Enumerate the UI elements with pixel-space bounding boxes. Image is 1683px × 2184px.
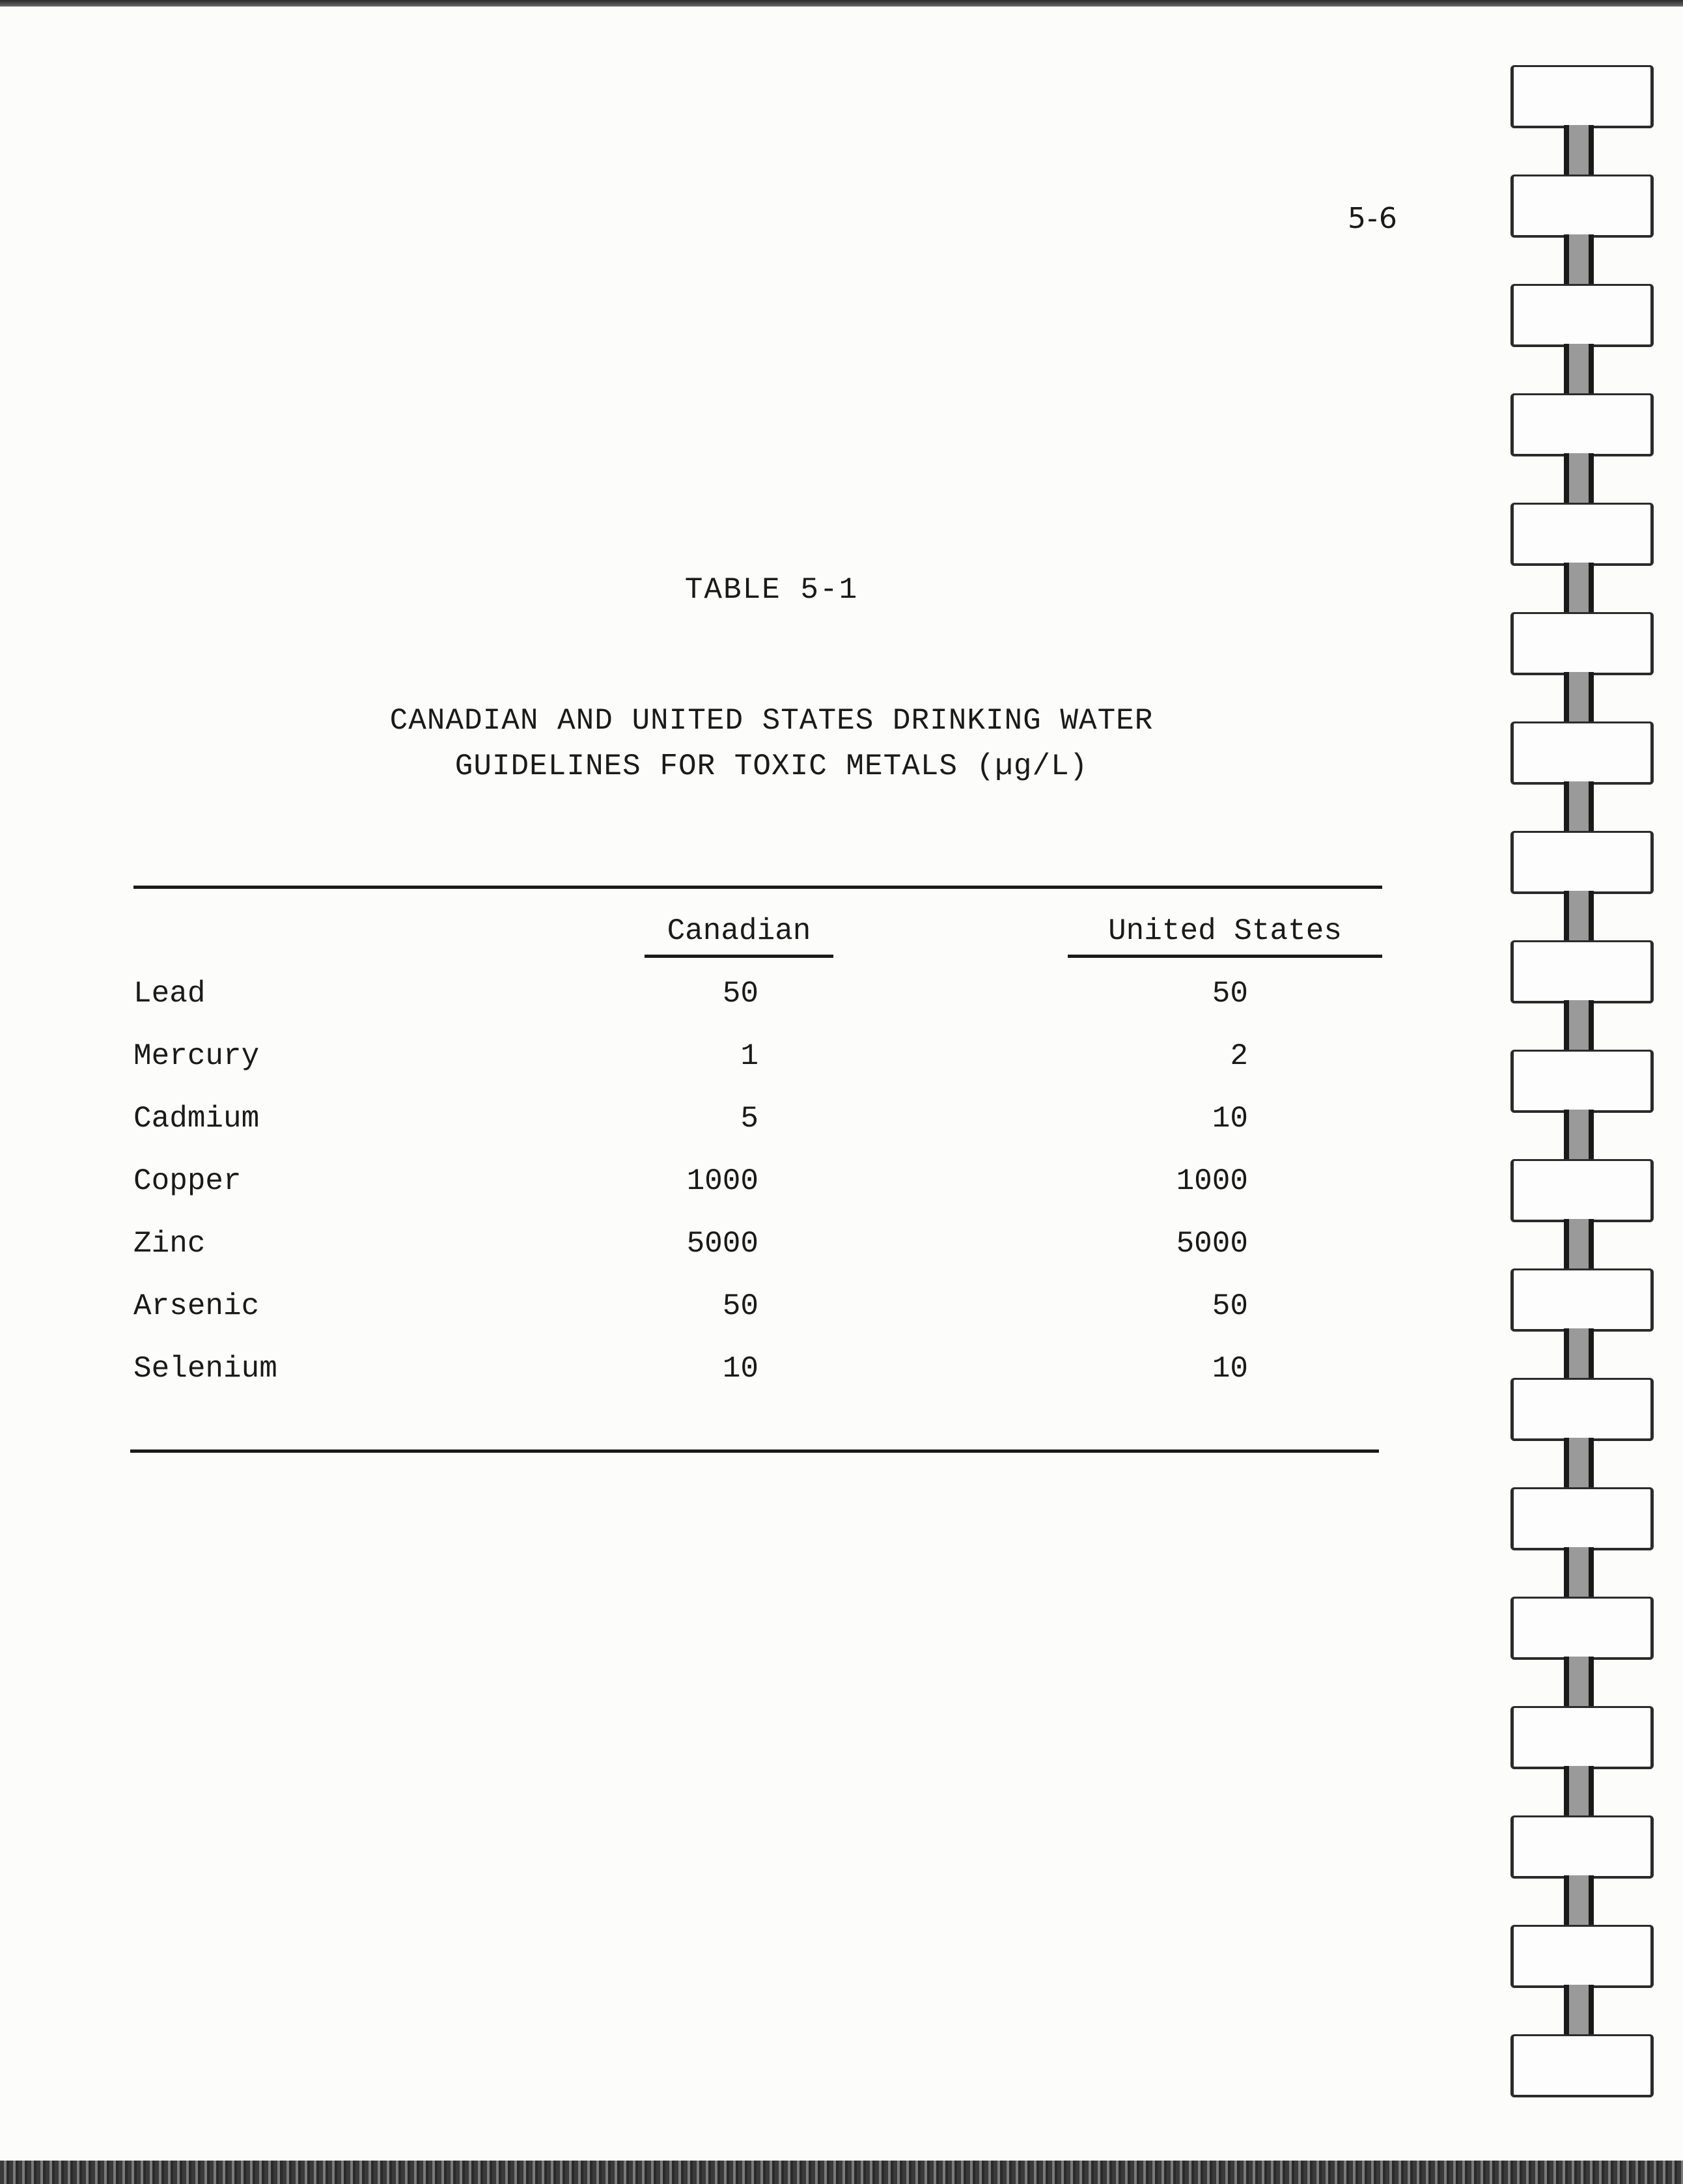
binding-loop xyxy=(1510,1706,1654,1769)
binding-post xyxy=(1564,1547,1594,1599)
binding-loop xyxy=(1510,612,1654,675)
table-top-rule xyxy=(133,886,1382,889)
canadian-value: 50 xyxy=(722,977,758,1011)
spiral-binding xyxy=(1497,0,1683,2184)
binding-post xyxy=(1564,1000,1594,1052)
binding-loop xyxy=(1510,1378,1654,1441)
binding-loop xyxy=(1510,831,1654,894)
binding-loop xyxy=(1510,1050,1654,1113)
page-number: 5-6 xyxy=(1348,202,1398,235)
binding-post xyxy=(1564,781,1594,833)
metal-name: Lead xyxy=(133,977,206,1011)
binding-post xyxy=(1564,453,1594,505)
metal-name: Zinc xyxy=(133,1227,206,1261)
table-row xyxy=(0,977,1683,1016)
canadian-value: 5000 xyxy=(686,1227,758,1261)
binding-loop xyxy=(1510,1815,1654,1879)
scan-bottom-edge xyxy=(0,2161,1683,2184)
binding-post xyxy=(1564,1766,1594,1818)
binding-loop xyxy=(1510,175,1654,238)
us-value: 50 xyxy=(1212,1289,1248,1323)
binding-loop xyxy=(1510,1487,1654,1550)
binding-loop xyxy=(1510,1597,1654,1660)
binding-loop xyxy=(1510,1925,1654,1988)
binding-loop xyxy=(1510,940,1654,1003)
binding-loop xyxy=(1510,721,1654,785)
us-value: 10 xyxy=(1212,1102,1248,1136)
table-bottom-rule xyxy=(130,1449,1379,1453)
us-value: 50 xyxy=(1212,977,1248,1011)
metal-name: Copper xyxy=(133,1164,242,1198)
table-title xyxy=(0,698,1543,789)
binding-post xyxy=(1564,1110,1594,1162)
binding-post xyxy=(1564,672,1594,724)
metal-name: Cadmium xyxy=(133,1102,260,1136)
us-value: 10 xyxy=(1212,1352,1248,1386)
us-value: 1000 xyxy=(1176,1164,1248,1198)
canadian-value: 50 xyxy=(722,1289,758,1323)
binding-post xyxy=(1564,1657,1594,1709)
us-value: 5000 xyxy=(1176,1227,1248,1261)
binding-post xyxy=(1564,563,1594,615)
table-row xyxy=(0,1164,1683,1203)
binding-post xyxy=(1564,125,1594,177)
canadian-value: 5 xyxy=(740,1102,758,1136)
binding-post xyxy=(1564,1219,1594,1271)
binding-post xyxy=(1564,344,1594,396)
binding-post xyxy=(1564,891,1594,943)
scan-top-edge xyxy=(0,0,1683,7)
binding-loop xyxy=(1510,1159,1654,1222)
binding-loop xyxy=(1510,284,1654,347)
column-header-united-states: United States xyxy=(1068,914,1382,958)
canadian-value: 1 xyxy=(740,1039,758,1073)
binding-post xyxy=(1564,234,1594,287)
table-label: TABLE 5-1 xyxy=(684,573,859,607)
binding-loop xyxy=(1510,2034,1654,2097)
canadian-value: 10 xyxy=(722,1352,758,1386)
table-row xyxy=(0,1039,1683,1078)
table-row xyxy=(0,1352,1683,1391)
binding-loop xyxy=(1510,393,1654,456)
binding-loop xyxy=(1510,65,1654,128)
table-title-line-1: CANADIAN AND UNITED STATES DRINKING WATER xyxy=(389,704,1154,738)
metal-name: Arsenic xyxy=(133,1289,260,1323)
metal-name: Mercury xyxy=(133,1039,260,1073)
metal-name: Selenium xyxy=(133,1352,277,1386)
binding-loop xyxy=(1510,1268,1654,1332)
binding-post xyxy=(1564,1985,1594,2037)
binding-post xyxy=(1564,1438,1594,1490)
binding-post xyxy=(1564,1875,1594,1927)
binding-loop xyxy=(1510,503,1654,566)
us-value: 2 xyxy=(1230,1039,1248,1073)
table-title-line-2: GUIDELINES FOR TOXIC METALS (µg/L) xyxy=(454,749,1089,783)
column-header-canadian: Canadian xyxy=(645,914,833,958)
table-row xyxy=(0,1289,1683,1328)
binding-post xyxy=(1564,1328,1594,1380)
canadian-value: 1000 xyxy=(686,1164,758,1198)
table-row xyxy=(0,1227,1683,1266)
table-row xyxy=(0,1102,1683,1141)
